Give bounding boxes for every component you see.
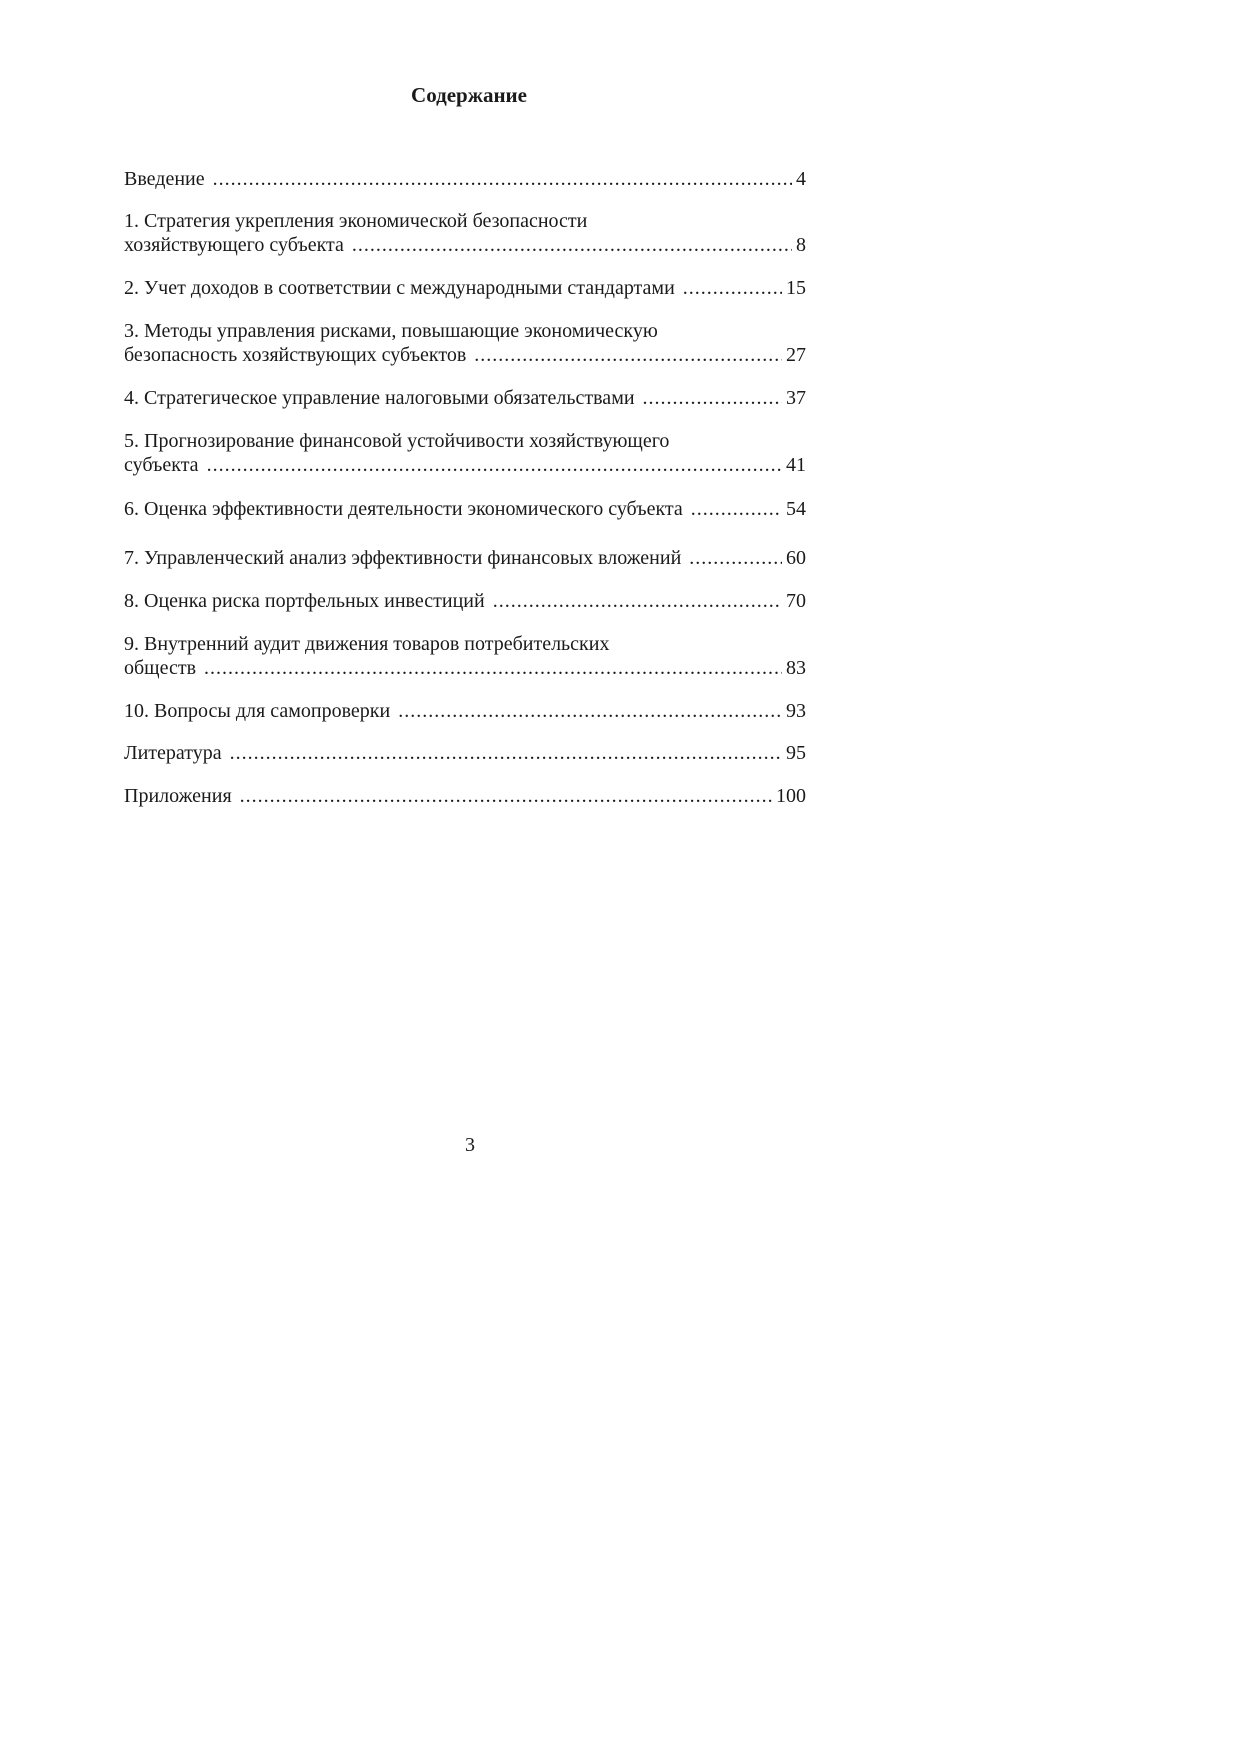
toc-row [124,699,806,723]
toc-entry-section-5 [124,429,806,477]
toc-entry-literature [124,741,806,765]
toc-entry-page: 15 [786,277,806,299]
toc-entry-page: 4 [796,168,806,190]
toc-entry-page: 93 [786,700,806,722]
toc-entry-label: 10. Вопросы для самопроверки [124,700,391,722]
toc-entry-page: 95 [786,742,806,764]
toc-entry-section-4 [124,386,806,410]
toc-dot-leader [352,233,792,257]
toc-row [124,233,806,257]
toc-row [124,784,806,808]
toc-dot-leader [691,497,782,521]
toc-entry-section-9 [124,632,806,680]
toc-entry-line1: 5. Прогнозирование финансовой устойчивости хозяйствующего [124,430,670,452]
toc-entry-section-3 [124,319,806,367]
toc-entry-line1: 1. Стратегия укрепления экономической безопасности [124,210,588,232]
toc-entry-section-2 [124,276,806,300]
toc-entry-label: Приложения [124,785,232,807]
toc-entry-page: 70 [786,590,806,612]
toc-dot-leader [213,167,792,191]
toc-entry-label: хозяйствующего субъекта [124,234,344,256]
toc-dot-leader [230,741,782,765]
toc-dot-leader [493,589,782,613]
toc-entry-section-7 [124,546,806,570]
toc-entry-label: 4. Стратегическое управление налоговыми обязательствами [124,387,635,409]
toc-dot-leader [683,276,782,300]
toc-entry-line1: 3. Методы управления рисками, повышающие экономическую [124,320,658,342]
toc-row [124,453,806,477]
toc-entry-label: 8. Оценка риска портфельных инвестиций [124,590,485,612]
toc-entry-section-1 [124,209,806,257]
toc-entry-label: обществ [124,657,197,679]
toc-entry-introduction [124,167,806,191]
toc-row [124,656,806,680]
toc-entry-section-6 [124,497,806,521]
toc-entry-page: 54 [786,498,806,520]
toc-entry-section-10 [124,699,806,723]
toc-dot-leader [689,546,782,570]
toc-entry-label: 7. Управленческий анализ эффективности финансовых вложений [124,547,682,569]
toc-dot-leader [474,343,782,367]
toc-dot-leader [204,656,782,680]
toc-row [124,167,806,191]
toc-entry-label: Литература [124,742,222,764]
toc-row [124,276,806,300]
toc-entry-label: 6. Оценка эффективности деятельности экономического субъекта [124,498,683,520]
toc-row [124,589,806,613]
toc-entry-label: безопасность хозяйствующих субъектов [124,344,467,366]
toc-row [124,497,806,521]
toc-row [124,741,806,765]
toc-entry-label: Введение [124,168,205,190]
toc-entry-label: 2. Учет доходов в соответствии с международными стандартами [124,277,675,299]
toc-entry-page: 27 [786,344,806,366]
toc-row [124,546,806,570]
toc-entry-label: субъекта [124,454,199,476]
toc-entry-page: 37 [786,387,806,409]
toc-entry-page: 60 [786,547,806,569]
toc-dot-leader [643,386,782,410]
toc-entry-page: 41 [786,454,806,476]
toc-row [124,343,806,367]
toc-dot-leader [240,784,772,808]
toc-entry-line1: 9. Внутренний аудит движения товаров потребительских [124,633,610,655]
toc-entry-page: 100 [776,785,806,807]
toc-entry-page: 8 [796,234,806,256]
toc-dot-leader [207,453,782,477]
toc-entry-page: 83 [786,657,806,679]
toc-title: Содержание [411,83,527,107]
page-number: 3 [465,1134,475,1156]
toc-entry-section-8 [124,589,806,613]
toc-dot-leader [398,699,782,723]
toc-row [124,386,806,410]
toc-entry-appendices [124,784,806,808]
